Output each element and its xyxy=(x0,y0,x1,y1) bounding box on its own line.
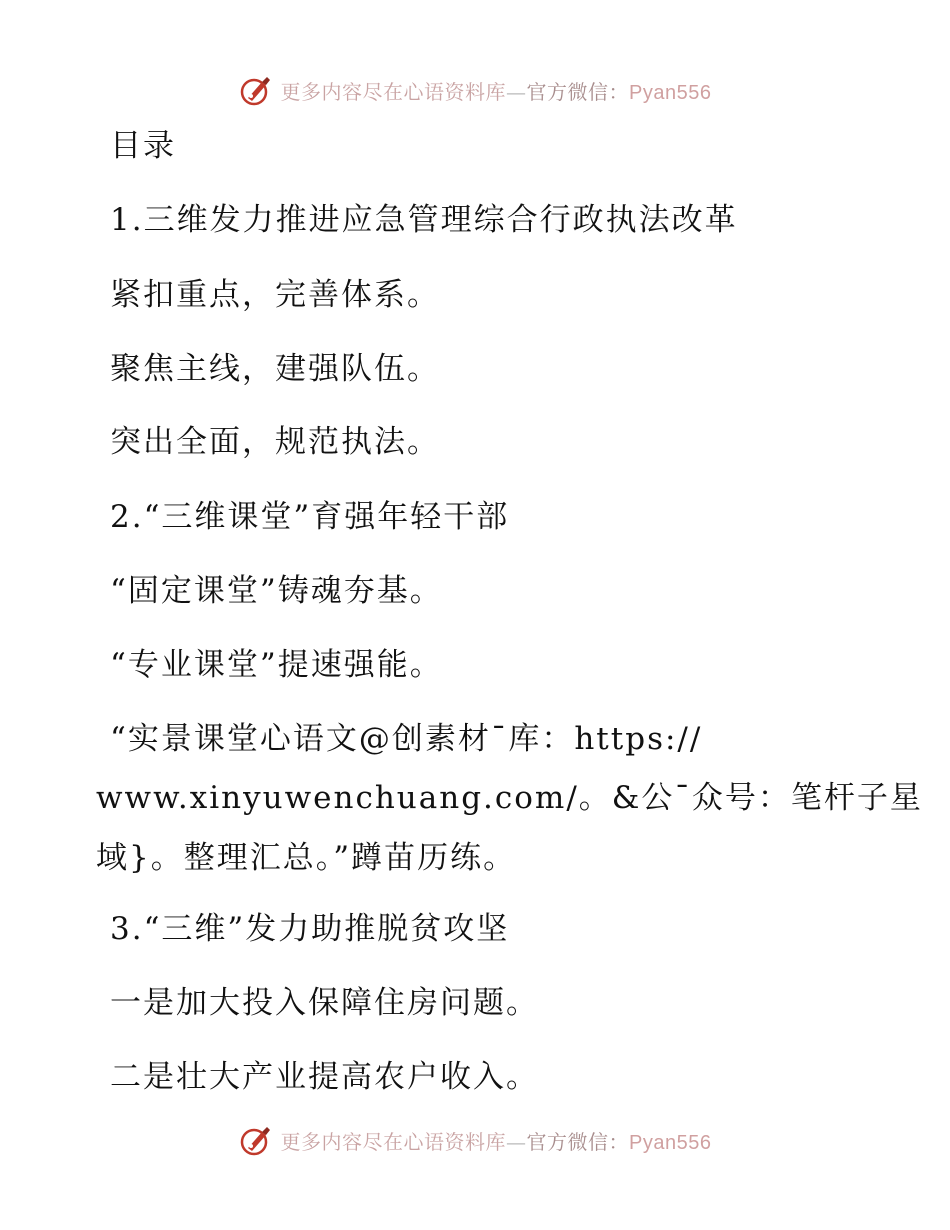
doc-line-2: 紧扣重点，完善体系。 xyxy=(110,277,440,313)
header-banner-text xyxy=(281,76,712,105)
header-official-label: 官方微信： xyxy=(526,79,630,104)
doc-line-4: 突出全面，规范执法。 xyxy=(110,424,440,460)
doc-line-8: “实景课堂心语文@创素材¯库：https:// xyxy=(110,721,703,757)
footer-banner xyxy=(0,1120,950,1160)
pen-logo-icon xyxy=(239,1123,273,1157)
doc-line-5: 2.“三维课堂”育强年轻干部 xyxy=(110,499,510,535)
doc-line-13: 二是壮大产业提高农户收入。 xyxy=(110,1059,539,1095)
doc-line-12: 一是加大投入保障住房问题。 xyxy=(110,985,539,1021)
header-separator: — xyxy=(506,79,527,104)
toc-title: 目录 xyxy=(110,128,176,164)
doc-line-10: 域}。整理汇总。”蹲苗历练。 xyxy=(96,840,517,876)
footer-site-text: 更多内容尽在心语资料库 xyxy=(280,1129,507,1154)
header-wechat-id: Pyan556 xyxy=(629,81,712,104)
footer-wechat-id: Pyan556 xyxy=(629,1131,712,1154)
footer-separator: — xyxy=(506,1129,527,1154)
doc-line-7: “专业课堂”提速强能。 xyxy=(110,647,443,683)
doc-line-11: 3.“三维”发力助推脱贫攻坚 xyxy=(110,911,510,947)
footer-banner-text xyxy=(281,1126,712,1155)
doc-line-9: www.xinyuwenchuang.com/。&公¯众号：笔杆子星 xyxy=(96,780,923,816)
doc-line-1: 1.三维发力推进应急管理综合行政执法改革 xyxy=(110,202,738,238)
header-banner xyxy=(0,70,950,110)
doc-line-6: “固定课堂”铸魂夯基。 xyxy=(110,573,443,609)
footer-official-label: 官方微信： xyxy=(526,1129,630,1154)
header-site-text: 更多内容尽在心语资料库 xyxy=(280,79,507,104)
pen-logo-icon xyxy=(239,73,273,107)
doc-line-3: 聚焦主线，建强队伍。 xyxy=(110,351,440,387)
